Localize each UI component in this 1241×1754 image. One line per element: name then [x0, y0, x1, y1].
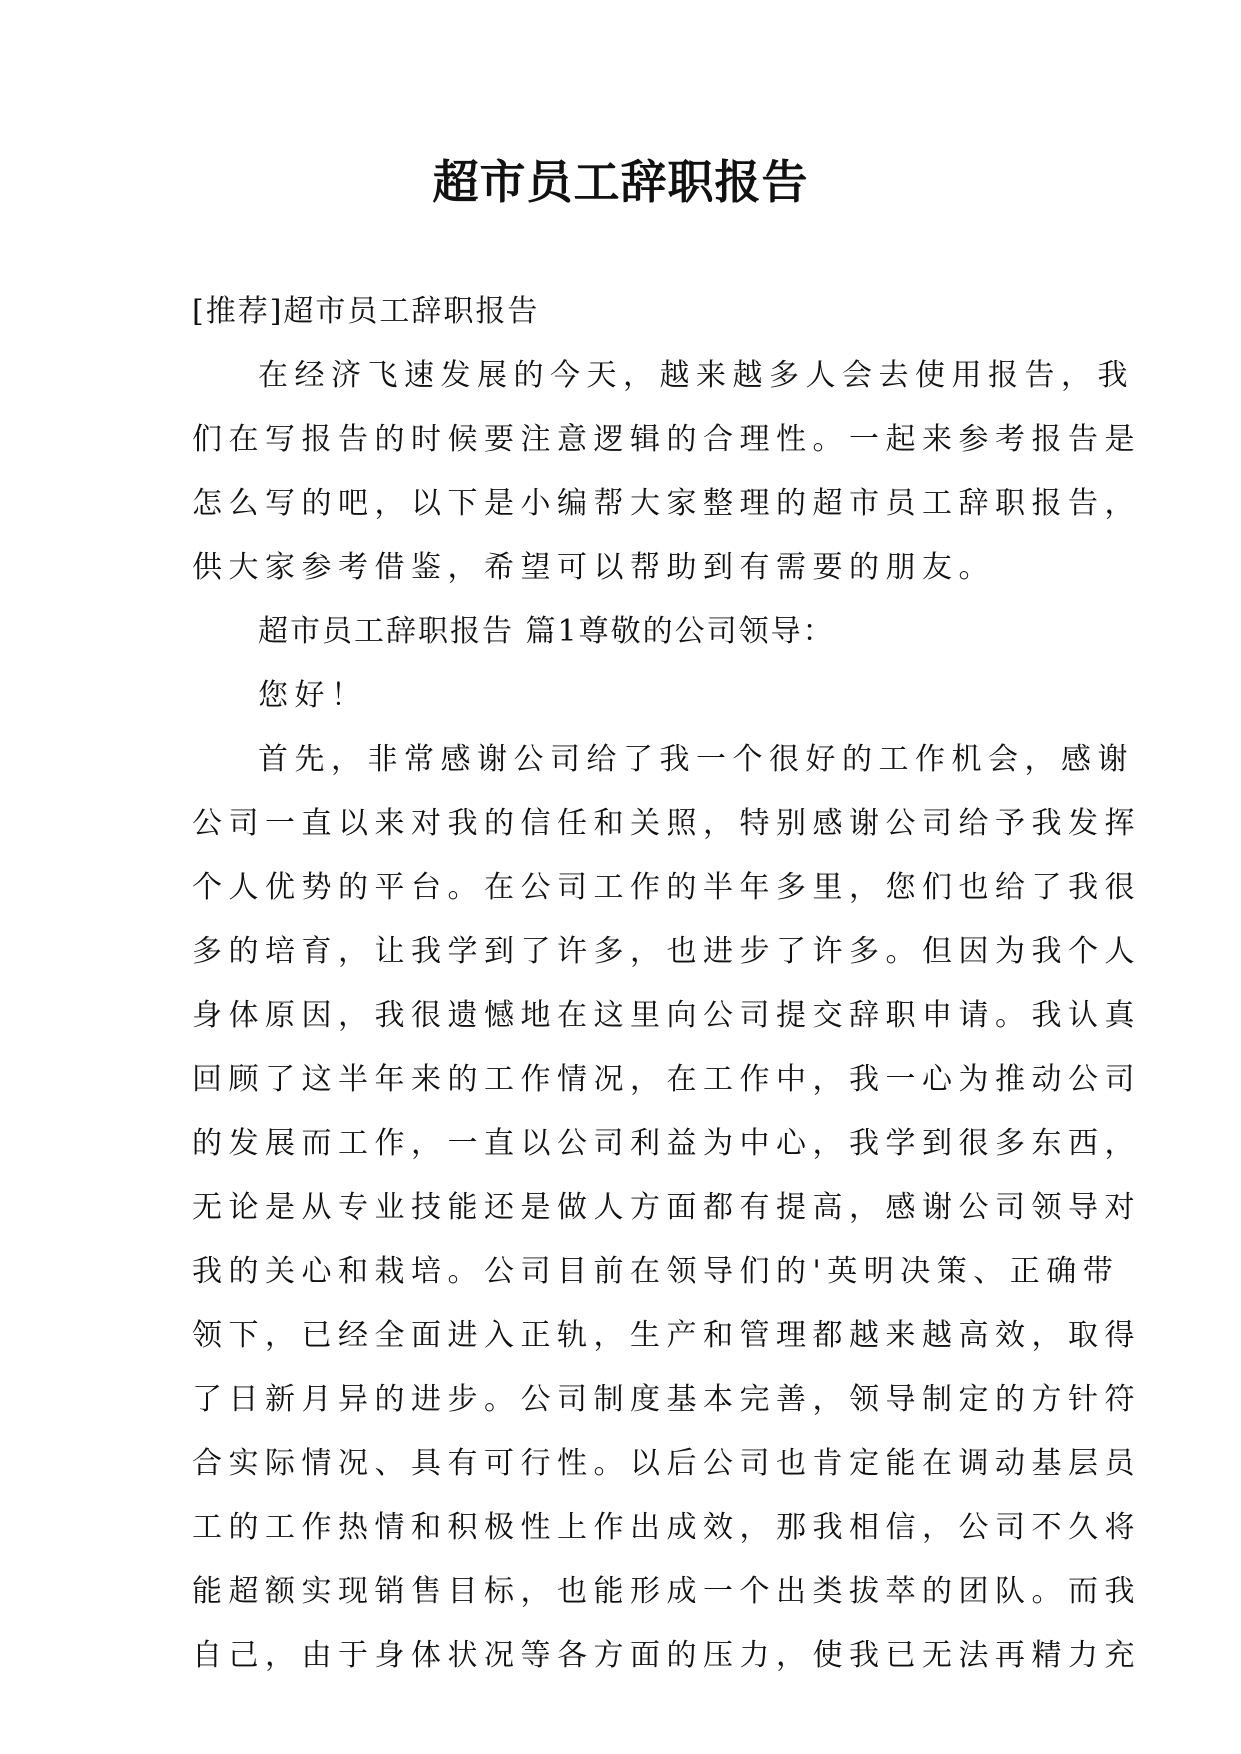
paragraph-line: 了日新月异的进步。公司制度基本完善，领导制定的方针符	[192, 1382, 1141, 1417]
greeting-line: 您好！	[258, 678, 368, 713]
paragraph-line: 身体原因，我很遗憾地在这里向公司提交辞职申请。我认真	[192, 998, 1141, 1033]
document-subtitle: [推荐]超市员工辞职报告	[192, 294, 540, 329]
paragraph-line: 多的培育，让我学到了许多，也进步了许多。但因为我个人	[192, 934, 1141, 969]
document-title: 超市员工辞职报告	[432, 155, 809, 209]
paragraph-line: 我的关心和栽培。公司目前在领导们的'英明决策、正确带	[192, 1254, 1120, 1289]
paragraph-line: 回顾了这半年来的工作情况，在工作中，我一心为推动公司	[192, 1062, 1141, 1097]
paragraph-line: 的发展而工作，一直以公司利益为中心，我学到很多东西，	[192, 1126, 1141, 1161]
paragraph-line: 怎么写的吧，以下是小编帮大家整理的超市员工辞职报告，	[192, 486, 1141, 521]
paragraph-line: 们在写报告的时候要注意逻辑的合理性。一起来参考报告是	[192, 422, 1141, 457]
paragraph-line: 个人优势的平台。在公司工作的半年多里，您们也给了我很	[192, 870, 1141, 905]
paragraph-line: 无论是从专业技能还是做人方面都有提高，感谢公司领导对	[192, 1190, 1141, 1225]
paragraph-line: 工的工作热情和积极性上作出成效，那我相信，公司不久将	[192, 1510, 1141, 1545]
paragraph-line: 合实际情况、具有可行性。以后公司也肯定能在调动基层员	[192, 1446, 1141, 1481]
paragraph-line: 首先，非常感谢公司给了我一个很好的工作机会，感谢	[258, 742, 1134, 777]
section-heading: 超市员工辞职报告 篇1尊敬的公司领导：	[258, 614, 835, 649]
paragraph-line: 能超额实现销售目标，也能形成一个出类拔萃的团队。而我	[192, 1574, 1141, 1609]
paragraph-line: 在经济飞速发展的今天，越来越多人会去使用报告，我	[258, 358, 1134, 393]
paragraph-line: 领下，已经全面进入正轨，生产和管理都越来越高效，取得	[192, 1318, 1141, 1353]
paragraph-line: 供大家参考借鉴，希望可以帮助到有需要的朋友。	[192, 550, 995, 585]
document-body	[192, 280, 1141, 1688]
paragraph-line: 公司一直以来对我的信任和关照，特别感谢公司给予我发挥	[192, 806, 1141, 841]
paragraph-line: 自己，由于身体状况等各方面的压力，使我已无法再精力充	[192, 1638, 1141, 1673]
